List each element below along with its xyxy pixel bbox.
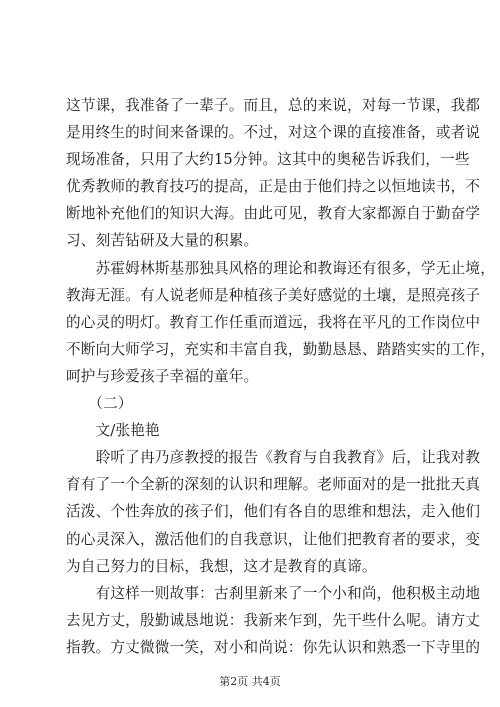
author-line: 文/张艳艳: [66, 422, 160, 440]
text-line: 现场准备，只用了大约15分钟。这其中的奥秘告诉我们，一些: [66, 151, 470, 169]
text-line: 有这样一则故事：古刹里新来了一个小和尚，他积极主动地: [66, 584, 481, 602]
text-line: 是用终生的时间来备课的。不过，对这个课的直接准备，或者说: [66, 124, 481, 142]
text-line: 这节课，我准备了一辈子。而且，总的来说，对每一节课，我都: [66, 97, 481, 114]
text-line: 活泼、个性奔放的孩子们，他们有各自的思维和想法，走入他们: [66, 503, 481, 521]
body-text: [66, 92, 496, 661]
text-line: 为自己努力的目标，我想，这才是教育的真谛。: [66, 557, 377, 575]
text-line: 的心灵深入，激活他们的自我意识，让他们把教育者的要求，变: [66, 530, 481, 548]
text-line: 习、刻苦钻研及大量的积累。: [66, 232, 259, 250]
section-heading: （二）: [66, 395, 133, 413]
page-number-footer: 第2页 共4页: [219, 675, 281, 688]
text-line: 指教。方丈微微一笑，对小和尚说：你先认识和熟悉一下寺里的: [66, 638, 481, 656]
text-line: 苏霍姆林斯基那独具风格的理论和教诲还有很多，学无止境，: [66, 259, 496, 277]
text-line: 断地补充他们的知识大海。由此可见，教育大家都源自于勤奋学: [66, 205, 481, 223]
text-line: 不断向大师学习，充实和丰富自我，勤勤恳恳、踏踏实实的工作，: [66, 340, 496, 358]
text-line: 聆听了冉乃彦教授的报告《教育与自我教育》后，让我对教: [66, 449, 481, 467]
text-line: 的心灵的明灯。教育工作任重而道远，我将在平凡的工作岗位中: [66, 313, 481, 331]
text-line: 呵护与珍爱孩子幸福的童年。: [66, 367, 259, 385]
text-line: 去见方丈，殷勤诚恳地说：我新来乍到，先干些什么呢。请方丈: [66, 611, 481, 629]
text-line: 育有了一个全新的深刻的认识和理解。老师面对的是一批批天真: [66, 476, 481, 494]
text-line: 优秀教师的教育技巧的提高，正是由于他们持之以恒地读书，不: [66, 178, 481, 196]
text-line: 教海无涯。有人说老师是种植孩子美好感觉的土壤，是照亮孩子: [66, 286, 481, 304]
